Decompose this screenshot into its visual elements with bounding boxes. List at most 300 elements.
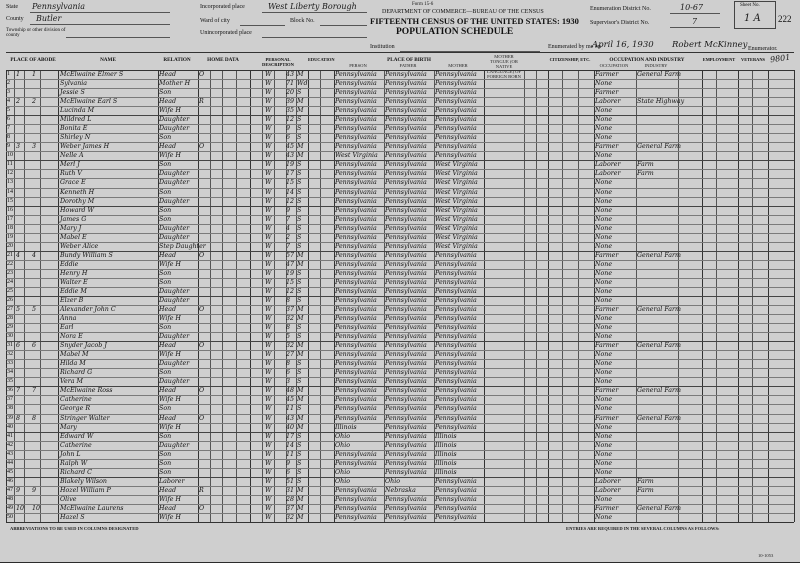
birthplace: Pennsylvania [335, 260, 377, 268]
dwelling-number [16, 224, 30, 233]
relation: Daughter [159, 441, 190, 449]
line-number: 29 [7, 324, 13, 331]
birthplace: Pennsylvania [335, 98, 377, 106]
line-number: 30 [7, 333, 13, 340]
person-name: Mildred L [60, 116, 92, 124]
family-number [32, 377, 46, 386]
birthplace: Pennsylvania [335, 513, 377, 521]
race: W [265, 342, 272, 350]
race: W [265, 360, 272, 368]
person-name: Merl J [60, 161, 80, 169]
relation: Head [159, 414, 177, 422]
family-number [32, 215, 46, 224]
person-name: Howard W [60, 206, 94, 214]
age: 6 [286, 369, 291, 377]
mother-birthplace: Pennsylvania [435, 495, 477, 503]
race: W [265, 179, 272, 187]
dwelling-number [16, 377, 30, 386]
marital-status: M [297, 98, 304, 106]
person-name: Richard G [60, 369, 93, 377]
family-number [32, 323, 46, 332]
line-number: 23 [7, 269, 13, 276]
dwelling-number: 7 [16, 387, 21, 395]
race: W [265, 278, 272, 286]
age: 8 [286, 324, 291, 332]
home-tenure [199, 242, 211, 251]
race: W [265, 260, 272, 268]
home-tenure: O [199, 143, 205, 151]
father-birthplace: Pennsylvania [385, 450, 427, 458]
relation: Son [159, 161, 172, 169]
person-name: Hazel S [60, 513, 85, 521]
person-name: Nora E [60, 333, 83, 341]
father-birthplace: Pennsylvania [385, 152, 427, 160]
race: W [265, 152, 272, 160]
industry [637, 323, 681, 332]
relation: Daughter [159, 287, 190, 295]
family-number: 1 [32, 71, 37, 78]
age: 31 [286, 486, 295, 494]
family-number [32, 404, 46, 413]
birthplace: Pennsylvania [335, 324, 377, 332]
marital-status: S [297, 89, 302, 97]
line-number: 14 [7, 188, 13, 195]
age: 15 [286, 278, 295, 286]
birthplace: Illinois [335, 423, 357, 431]
family-number: 9 [32, 486, 37, 494]
race: W [265, 188, 272, 196]
mother-birthplace: Pennsylvania [435, 116, 477, 124]
family-number [32, 278, 46, 287]
home-tenure: O [199, 251, 205, 259]
race: W [265, 125, 272, 133]
industry [637, 359, 681, 368]
father-birthplace: Pennsylvania [385, 432, 427, 440]
col-birth-mother: MOTHER [448, 63, 468, 68]
mother-birthplace: Pennsylvania [435, 287, 477, 295]
birthplace: Pennsylvania [335, 197, 377, 205]
occupation: None [595, 179, 613, 187]
race: W [265, 197, 272, 205]
home-tenure [199, 323, 211, 332]
father-birthplace: Pennsylvania [385, 125, 427, 133]
dwelling-number: 9 [16, 486, 21, 494]
birthplace: Pennsylvania [335, 306, 377, 314]
dwelling-number: 2 [16, 98, 21, 106]
line-number: 18 [7, 224, 13, 231]
line-number: 8 [7, 134, 10, 141]
marital-status: S [297, 333, 302, 341]
home-tenure [199, 350, 211, 359]
person-name: Elzer B [60, 297, 84, 304]
dwelling-number [16, 215, 30, 224]
birthplace: Pennsylvania [335, 116, 377, 124]
industry [637, 441, 681, 450]
birthplace: Ohio [335, 477, 351, 485]
age: 37 [286, 306, 295, 314]
occupation: Farmer [595, 387, 619, 395]
mother-birthplace: Pennsylvania [435, 98, 477, 106]
occupation: Laborer [595, 477, 621, 485]
father-birthplace: Pennsylvania [385, 342, 427, 350]
occupation: None [595, 468, 613, 476]
birthplace: Pennsylvania [335, 161, 377, 169]
family-number: 4 [32, 251, 37, 259]
birthplace: Pennsylvania [335, 396, 377, 404]
mother-birthplace: Pennsylvania [435, 297, 477, 304]
marital-status: M [297, 143, 304, 151]
age: 5 [286, 333, 291, 341]
person-name: Mary J [60, 224, 82, 232]
family-number: 3 [32, 143, 37, 151]
family-number [32, 350, 46, 359]
person-name: Mabel M [60, 351, 89, 359]
marital-status: S [297, 233, 302, 241]
birthplace: Pennsylvania [335, 179, 377, 187]
marital-status: M [297, 351, 304, 359]
dwelling-number [16, 151, 30, 160]
industry [637, 495, 681, 504]
father-birthplace: Pennsylvania [385, 378, 427, 386]
person-name: Mabel E [60, 233, 87, 241]
home-tenure [199, 368, 211, 377]
occupation: None [595, 287, 613, 295]
home-tenure [199, 233, 211, 242]
line-number: 1 [7, 71, 10, 77]
mother-birthplace: Pennsylvania [435, 260, 477, 268]
line-number: 46 [7, 477, 13, 484]
age: 4 [286, 224, 291, 232]
home-tenure [199, 215, 211, 224]
mother-birthplace: Pennsylvania [435, 423, 477, 431]
father-birthplace: Pennsylvania [385, 80, 427, 88]
home-tenure [199, 197, 211, 206]
dwelling-number [16, 79, 30, 88]
line-number: 34 [7, 369, 13, 376]
col-occ-industry: INDUSTRY [644, 63, 668, 68]
line-number: 42 [7, 441, 13, 448]
relation: Mother H [159, 80, 191, 88]
marital-status: S [297, 269, 302, 277]
col-employment: EMPLOYMENT [702, 57, 736, 62]
line-number: 38 [7, 405, 13, 412]
birthplace: Pennsylvania [335, 269, 377, 277]
father-birthplace: Nebraska [385, 486, 416, 494]
father-birthplace: Pennsylvania [385, 351, 427, 359]
line-number: 27 [7, 306, 13, 313]
father-birthplace: Pennsylvania [385, 197, 427, 205]
father-birthplace: Pennsylvania [385, 215, 427, 223]
family-number [32, 79, 46, 88]
relation: Wife H [159, 315, 181, 323]
line-number: 20 [7, 242, 13, 249]
age: 45 [286, 396, 295, 404]
father-birthplace: Pennsylvania [385, 170, 427, 178]
occupation: Farmer [595, 89, 619, 97]
race: W [265, 297, 272, 304]
occupation: None [595, 360, 613, 368]
age: 43 [286, 414, 295, 422]
home-tenure [199, 124, 211, 133]
dwelling-number [16, 459, 30, 468]
race: W [265, 251, 272, 259]
father-birthplace: Pennsylvania [385, 414, 427, 422]
age: 51 [286, 477, 295, 485]
family-number [32, 395, 46, 404]
home-tenure: R [199, 98, 204, 106]
birthplace: Pennsylvania [335, 459, 377, 467]
occupation: Farmer [595, 414, 619, 422]
occupation: None [595, 495, 613, 503]
race: W [265, 369, 272, 377]
home-tenure [199, 79, 211, 88]
line-number: 12 [7, 170, 13, 177]
col-veterans: VETERANS [741, 57, 765, 62]
birthplace: Ohio [335, 441, 351, 449]
industry: State Highway [637, 98, 685, 106]
person-name: Eddie [60, 260, 79, 268]
industry [637, 88, 681, 97]
home-tenure [199, 495, 211, 504]
col-place-of-abode: PLACE OF ABODE [10, 57, 56, 63]
birthplace: Pennsylvania [335, 287, 377, 295]
supervisor-district-label: Supervisor's District No. [590, 20, 650, 26]
home-tenure [199, 206, 211, 215]
age: 43 [286, 71, 295, 78]
family-number [32, 459, 46, 468]
person-name: Hozel William P [60, 486, 111, 494]
father-birthplace: Pennsylvania [385, 441, 427, 449]
form-number: Form 15-6 [412, 2, 434, 7]
person-name: Blakely Wilson [60, 477, 107, 485]
occupation: None [595, 405, 613, 413]
family-number [32, 296, 46, 305]
occupation: Farmer [595, 342, 619, 350]
birthplace: Pennsylvania [335, 206, 377, 214]
mother-birthplace: West Virginia [435, 179, 478, 187]
marital-status: S [297, 360, 302, 368]
industry: General Farm [637, 504, 681, 512]
footer-abbrev-title: ABBREVIATIONS TO BE USED IN COLUMNS DESIGNATED [10, 526, 139, 531]
dwelling-number [16, 314, 30, 323]
dwelling-number [16, 188, 30, 197]
mother-birthplace: West Virginia [435, 224, 478, 232]
col-home-data: HOME DATA [207, 57, 239, 63]
age: 14 [286, 188, 295, 196]
marital-status: S [297, 206, 302, 214]
mother-birthplace: Pennsylvania [435, 80, 477, 88]
occupation: None [595, 116, 613, 124]
dwelling-number: 3 [16, 143, 21, 151]
birthplace: Pennsylvania [335, 360, 377, 368]
line-number: 41 [7, 432, 13, 439]
family-number: 2 [32, 98, 37, 106]
relation: Head [159, 306, 177, 314]
birthplace: Pennsylvania [335, 414, 377, 422]
birthplace: Pennsylvania [335, 504, 377, 512]
relation: Son [159, 450, 172, 458]
relation: Laborer [159, 477, 185, 485]
race: W [265, 450, 272, 458]
birthplace: Pennsylvania [335, 233, 377, 241]
county-label: County [6, 16, 24, 22]
industry [637, 115, 681, 124]
industry [637, 278, 681, 287]
family-number [32, 368, 46, 377]
age: 40 [286, 423, 295, 431]
mother-birthplace: West Virginia [435, 197, 478, 205]
occupation: None [595, 450, 613, 458]
industry [637, 124, 681, 133]
birthplace: Pennsylvania [335, 143, 377, 151]
line-number: 7 [7, 125, 10, 132]
industry [637, 314, 681, 323]
home-tenure [199, 468, 211, 477]
birthplace: Pennsylvania [335, 333, 377, 341]
occupation: None [595, 269, 613, 277]
industry [637, 377, 681, 386]
marital-status: S [297, 477, 302, 485]
family-number [32, 160, 46, 169]
age: 2 [286, 233, 291, 241]
occupation: Laborer [595, 98, 621, 106]
person-name: James G [60, 215, 87, 223]
marital-status: M [297, 513, 304, 521]
industry: General Farm [637, 387, 681, 395]
marital-status: M [297, 387, 304, 395]
home-tenure [199, 432, 211, 441]
family-number [32, 115, 46, 124]
relation: Son [159, 324, 172, 332]
home-tenure [199, 224, 211, 233]
family-number: 5 [32, 306, 37, 314]
person-name: Lucinda M [60, 107, 95, 115]
race: W [265, 378, 272, 386]
family-number [32, 133, 46, 142]
age: 6 [286, 134, 291, 142]
birthplace: Pennsylvania [335, 134, 377, 142]
relation: Son [159, 134, 172, 142]
col-personal: PERSONAL DESCRIPTION [262, 57, 294, 67]
home-tenure: O [199, 342, 205, 350]
person-name: McElwaine Ross [60, 387, 113, 395]
birthplace: Pennsylvania [335, 89, 377, 97]
race: W [265, 170, 272, 178]
person-name: Mary [60, 423, 77, 431]
family-number [32, 450, 46, 459]
race: W [265, 396, 272, 404]
relation: Son [159, 459, 172, 467]
person-name: McElwaine Laurens [60, 504, 124, 512]
family-number [32, 178, 46, 187]
mother-birthplace: Pennsylvania [435, 378, 477, 386]
occupation: Farmer [595, 306, 619, 314]
industry [637, 206, 681, 215]
line-number: 9 [7, 143, 10, 150]
industry [637, 287, 681, 296]
enumerated-label: Enumerated by me on [548, 44, 601, 50]
father-birthplace: Pennsylvania [385, 161, 427, 169]
dwelling-number [16, 323, 30, 332]
ward-label: Ward of city [200, 18, 230, 24]
relation: Daughter [159, 233, 190, 241]
home-tenure [199, 332, 211, 341]
person-name: Eddie M [60, 287, 87, 295]
person-name: Catherine [60, 396, 92, 404]
occupation: None [595, 224, 613, 232]
line-number: 2 [7, 80, 10, 87]
marital-status: S [297, 297, 302, 304]
age: 37 [286, 504, 295, 512]
line-number: 45 [7, 468, 13, 475]
line-number: 6 [7, 116, 10, 123]
marital-status: S [297, 450, 302, 458]
industry [637, 468, 681, 477]
race: W [265, 215, 272, 223]
dwelling-number [16, 432, 30, 441]
birthplace: Pennsylvania [335, 297, 377, 304]
age: 12 [286, 287, 295, 295]
institution-label: Institution [370, 44, 395, 50]
family-number [32, 441, 46, 450]
person-name: Bonita E [60, 125, 88, 133]
father-birthplace: Pennsylvania [385, 143, 427, 151]
father-birthplace: Pennsylvania [385, 495, 427, 503]
industry [637, 197, 681, 206]
line-number: 35 [7, 378, 13, 385]
father-birthplace: Pennsylvania [385, 260, 427, 268]
mother-birthplace: West Virginia [435, 215, 478, 223]
age: 32 [286, 513, 295, 521]
relation: Wife H [159, 107, 181, 115]
age: 15 [286, 179, 295, 187]
line-number: 48 [7, 495, 13, 502]
footer-corner-code: 10-1053 [758, 553, 774, 558]
age: 7 [286, 242, 291, 250]
dwelling-number [16, 350, 30, 359]
birthplace: Pennsylvania [335, 188, 377, 196]
family-number [32, 260, 46, 269]
family-number [32, 188, 46, 197]
race: W [265, 80, 272, 88]
race: W [265, 405, 272, 413]
home-tenure [199, 88, 211, 97]
race: W [265, 477, 272, 485]
dwelling-number [16, 124, 30, 133]
person-name: McElwaine Earl S [60, 98, 118, 106]
person-name: Anna [60, 315, 77, 323]
relation: Head [159, 98, 177, 106]
home-tenure [199, 404, 211, 413]
relation: Daughter [159, 360, 190, 368]
age: 9 [286, 459, 291, 467]
col-birth-person: PERSON [349, 63, 367, 68]
schedule-subtitle: POPULATION SCHEDULE [396, 27, 514, 37]
father-birthplace: Pennsylvania [385, 333, 427, 341]
occupation: None [595, 297, 613, 304]
line-number: 36 [7, 387, 13, 394]
father-birthplace: Pennsylvania [385, 306, 427, 314]
family-number [32, 359, 46, 368]
home-tenure [199, 133, 211, 142]
occupation: None [595, 242, 613, 250]
department: DEPARTMENT OF COMMERCE—BUREAU OF THE CENSUS [382, 9, 544, 15]
family-number [32, 242, 46, 251]
marital-status: M [297, 315, 304, 323]
marital-status: S [297, 134, 302, 142]
industry: Farm [637, 170, 654, 178]
age: 19 [286, 161, 295, 169]
